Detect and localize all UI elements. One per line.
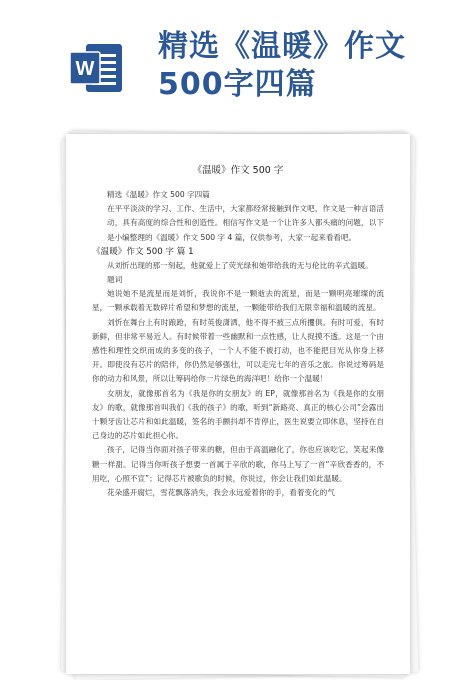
banner xyxy=(0,0,474,128)
paragraph: 她说她不是流星而是刘忻，我说你不是一颗逝去的流星，而是一颗明亮璀璨的流星，一颗承载着无数碎片希望和梦想的流星，一颗能带给我们无限幸福和温暖的流星。 xyxy=(92,289,384,313)
svg-text:W: W xyxy=(75,58,95,80)
paragraph: 孩子，记得当你面对孩子带来的糖，但由于高温融化了，你也应该吃它，笑起来像糖一样甜。记得当你听孩子想要一首属于辛欣的歌，你马上写了一首“辛欣香香的，不用吃，心照不宣”；记得芯片被歌负的时候，你说过，你会让我们如此温暖。 xyxy=(92,445,384,483)
intro-title: 精选《温暖》作文 500 字四篇 xyxy=(107,190,210,199)
paragraph: 从刘忻出现的那一刻起，他就爱上了荧光绿和她带给我的无与伦比的辛式温暖。 xyxy=(107,260,373,270)
banner-title: 精选《温暖》作文500字四篇 xyxy=(158,29,406,102)
section-heading: 《温暖》作文 500 字 篇 1 xyxy=(92,246,194,257)
paragraph: 刘忻在舞台上有时踉跄，有时英俊潇洒，他不得不被三点所攫俱。有时可爱，有时新鲜，但非常平易近人。有时候带着一些幽默和一点性感，让人捉摸不透。这是一个由感性和理性交织而成的多变的孩子，一个人不能不被打动，也不能把目光从你身上移开。即使没有芯片的陪伴，你仍然足够强壮，可以走完七年的音乐之旅。你说过筹码是你的动力和风景，所以让筹码给你一片绿色的海洋吧！给你一个温暖！ xyxy=(92,317,384,384)
intro-paragraph: 在平平淡淡的学习、工作、生活中，大家都经常接触到作文吧，作文是一种言语活动，具有高度的综合性和创造性。相信写作文是一个让许多人都头痛的问题，以下是小编整理的《温暖》作文 500 字 4 篇，仅供参考，大家一起来看看吧。 xyxy=(107,204,384,242)
paragraph: 女朋友，就像那首名为《我是你的女朋友》的 EP，就像那首名为《我是你的女朋友》的歌，就像那首叫我们《我的孩子》的歌，听到“新路亮、真正的核心公司”会露出十颗牙齿让芯片和如此温暖，签名的手颤抖却不肯停止，医生说要立即休息，坚持在自己身边的芯片如此担心你。 xyxy=(92,388,384,441)
document-preview xyxy=(62,132,414,672)
word-document-icon xyxy=(68,40,124,96)
document-title: 《温暖》作文 500 字 xyxy=(192,165,284,176)
document-page xyxy=(66,134,410,674)
paragraph-label: 题词 xyxy=(107,275,123,285)
paragraph: 花朵盛开腐烂，雪花飘落消失，我会永远爱着你的手，看着变化的气 xyxy=(107,488,335,498)
